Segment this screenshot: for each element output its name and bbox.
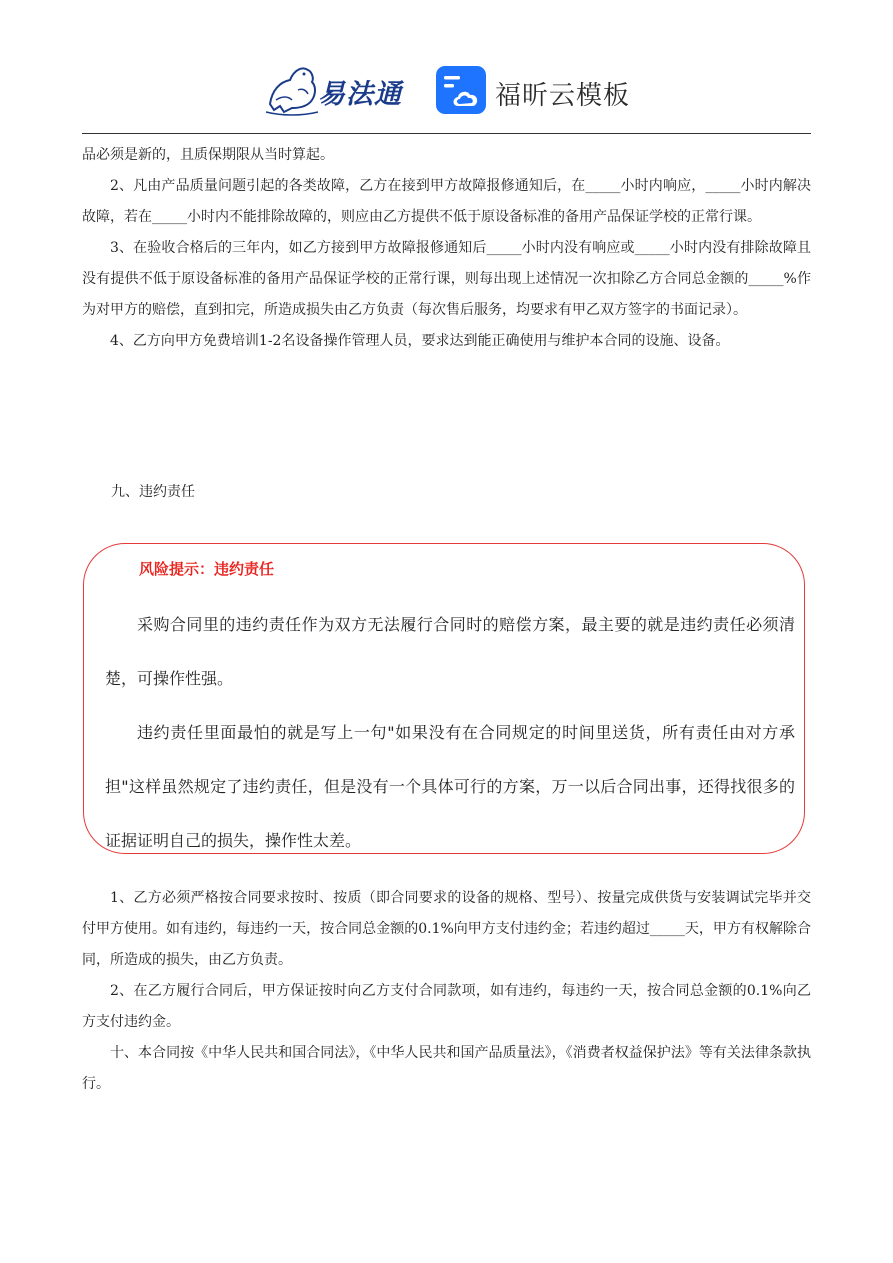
paragraph-supplier-breach: 1、乙方必须严格按合同要求按时、按质（即合同要求的设备的规格、型号）、按量完成供货与安装调试完毕并交付甲方使用。如有违约，每违约一天，按合同总金额的0.1%向甲方支付违约金；若违约超过_____天，甲方有权解除合同，所造成的损失，由乙方负责。 <box>82 890 811 968</box>
logo-yifatong-text: 易法通 <box>318 79 402 110</box>
paragraph-buyer-breach: 2、在乙方履行合同后，甲方保证按时向乙方支付合同款项，如有违约，每违约一天，按合同总金额的0.1%向乙方支付违约金。 <box>82 983 811 1030</box>
risk-notice-box <box>83 543 805 854</box>
foxit-cloud-logo-icon <box>436 66 486 114</box>
paragraph-training: 4、乙方向甲方免费培训1-2名设备操作管理人员，要求达到能正确使用与维护本合同的设施、设备。 <box>110 333 730 349</box>
paragraph-fault-response: 2、凡由产品质量问题引起的各类故障，乙方在接到甲方故障报修通知后，在_____小时内响应，_____小时内解决故障，若在_____小时内不能排除故障的，则应由乙方提供不低于原设备标准的备用产品保证学校的正常行课。 <box>82 178 811 225</box>
logo-foxit-template-text: 福昕云模板 <box>495 81 631 111</box>
paragraph-three-year-warranty: 3、在验收合格后的三年内，如乙方接到甲方故障报修通知后_____小时内没有响应或_____小时内没有排除故障且没有提供不低于原设备标准的备用产品保证学校的正常行课，则每出现上述情况一次扣除乙方合同总金额的_____%作为对甲方的赔偿，直到扣完，所造成损失由乙方负责（每次售后服务，均要求有甲乙双方签字的书面记录）。 <box>82 240 811 318</box>
header-divider <box>82 133 811 134</box>
risk-paragraph-2: 违约责任里面最怕的就是写上一句"如果没有在合同规定的时间里送货，所有责任由对方承担"这样虽然规定了违约责任，但是没有一个具体可行的方案，万一以后合同出事，还得找很多的证据证明自己的损失，操作性太差。 <box>105 723 795 850</box>
paragraph-applicable-law: 十、本合同按《中华人民共和国合同法》，《中华人民共和国产品质量法》，《消费者权益保护法》等有关法律条款执行。 <box>82 1045 811 1092</box>
page-header <box>0 50 893 130</box>
section-title-liability: 九、违约责任 <box>111 484 195 500</box>
section9-content <box>82 883 811 1100</box>
section8-content <box>82 140 811 357</box>
risk-notice-body <box>105 598 795 868</box>
risk-paragraph-1: 采购合同里的违约责任作为双方无法履行合同时的赔偿方案，最主要的就是违约责任必须清楚，可操作性强。 <box>105 615 795 688</box>
paragraph-continuation: 品必须是新的，且质保期限从当时算起。 <box>82 147 334 163</box>
risk-notice-title: 风险提示：违约责任 <box>139 560 275 578</box>
